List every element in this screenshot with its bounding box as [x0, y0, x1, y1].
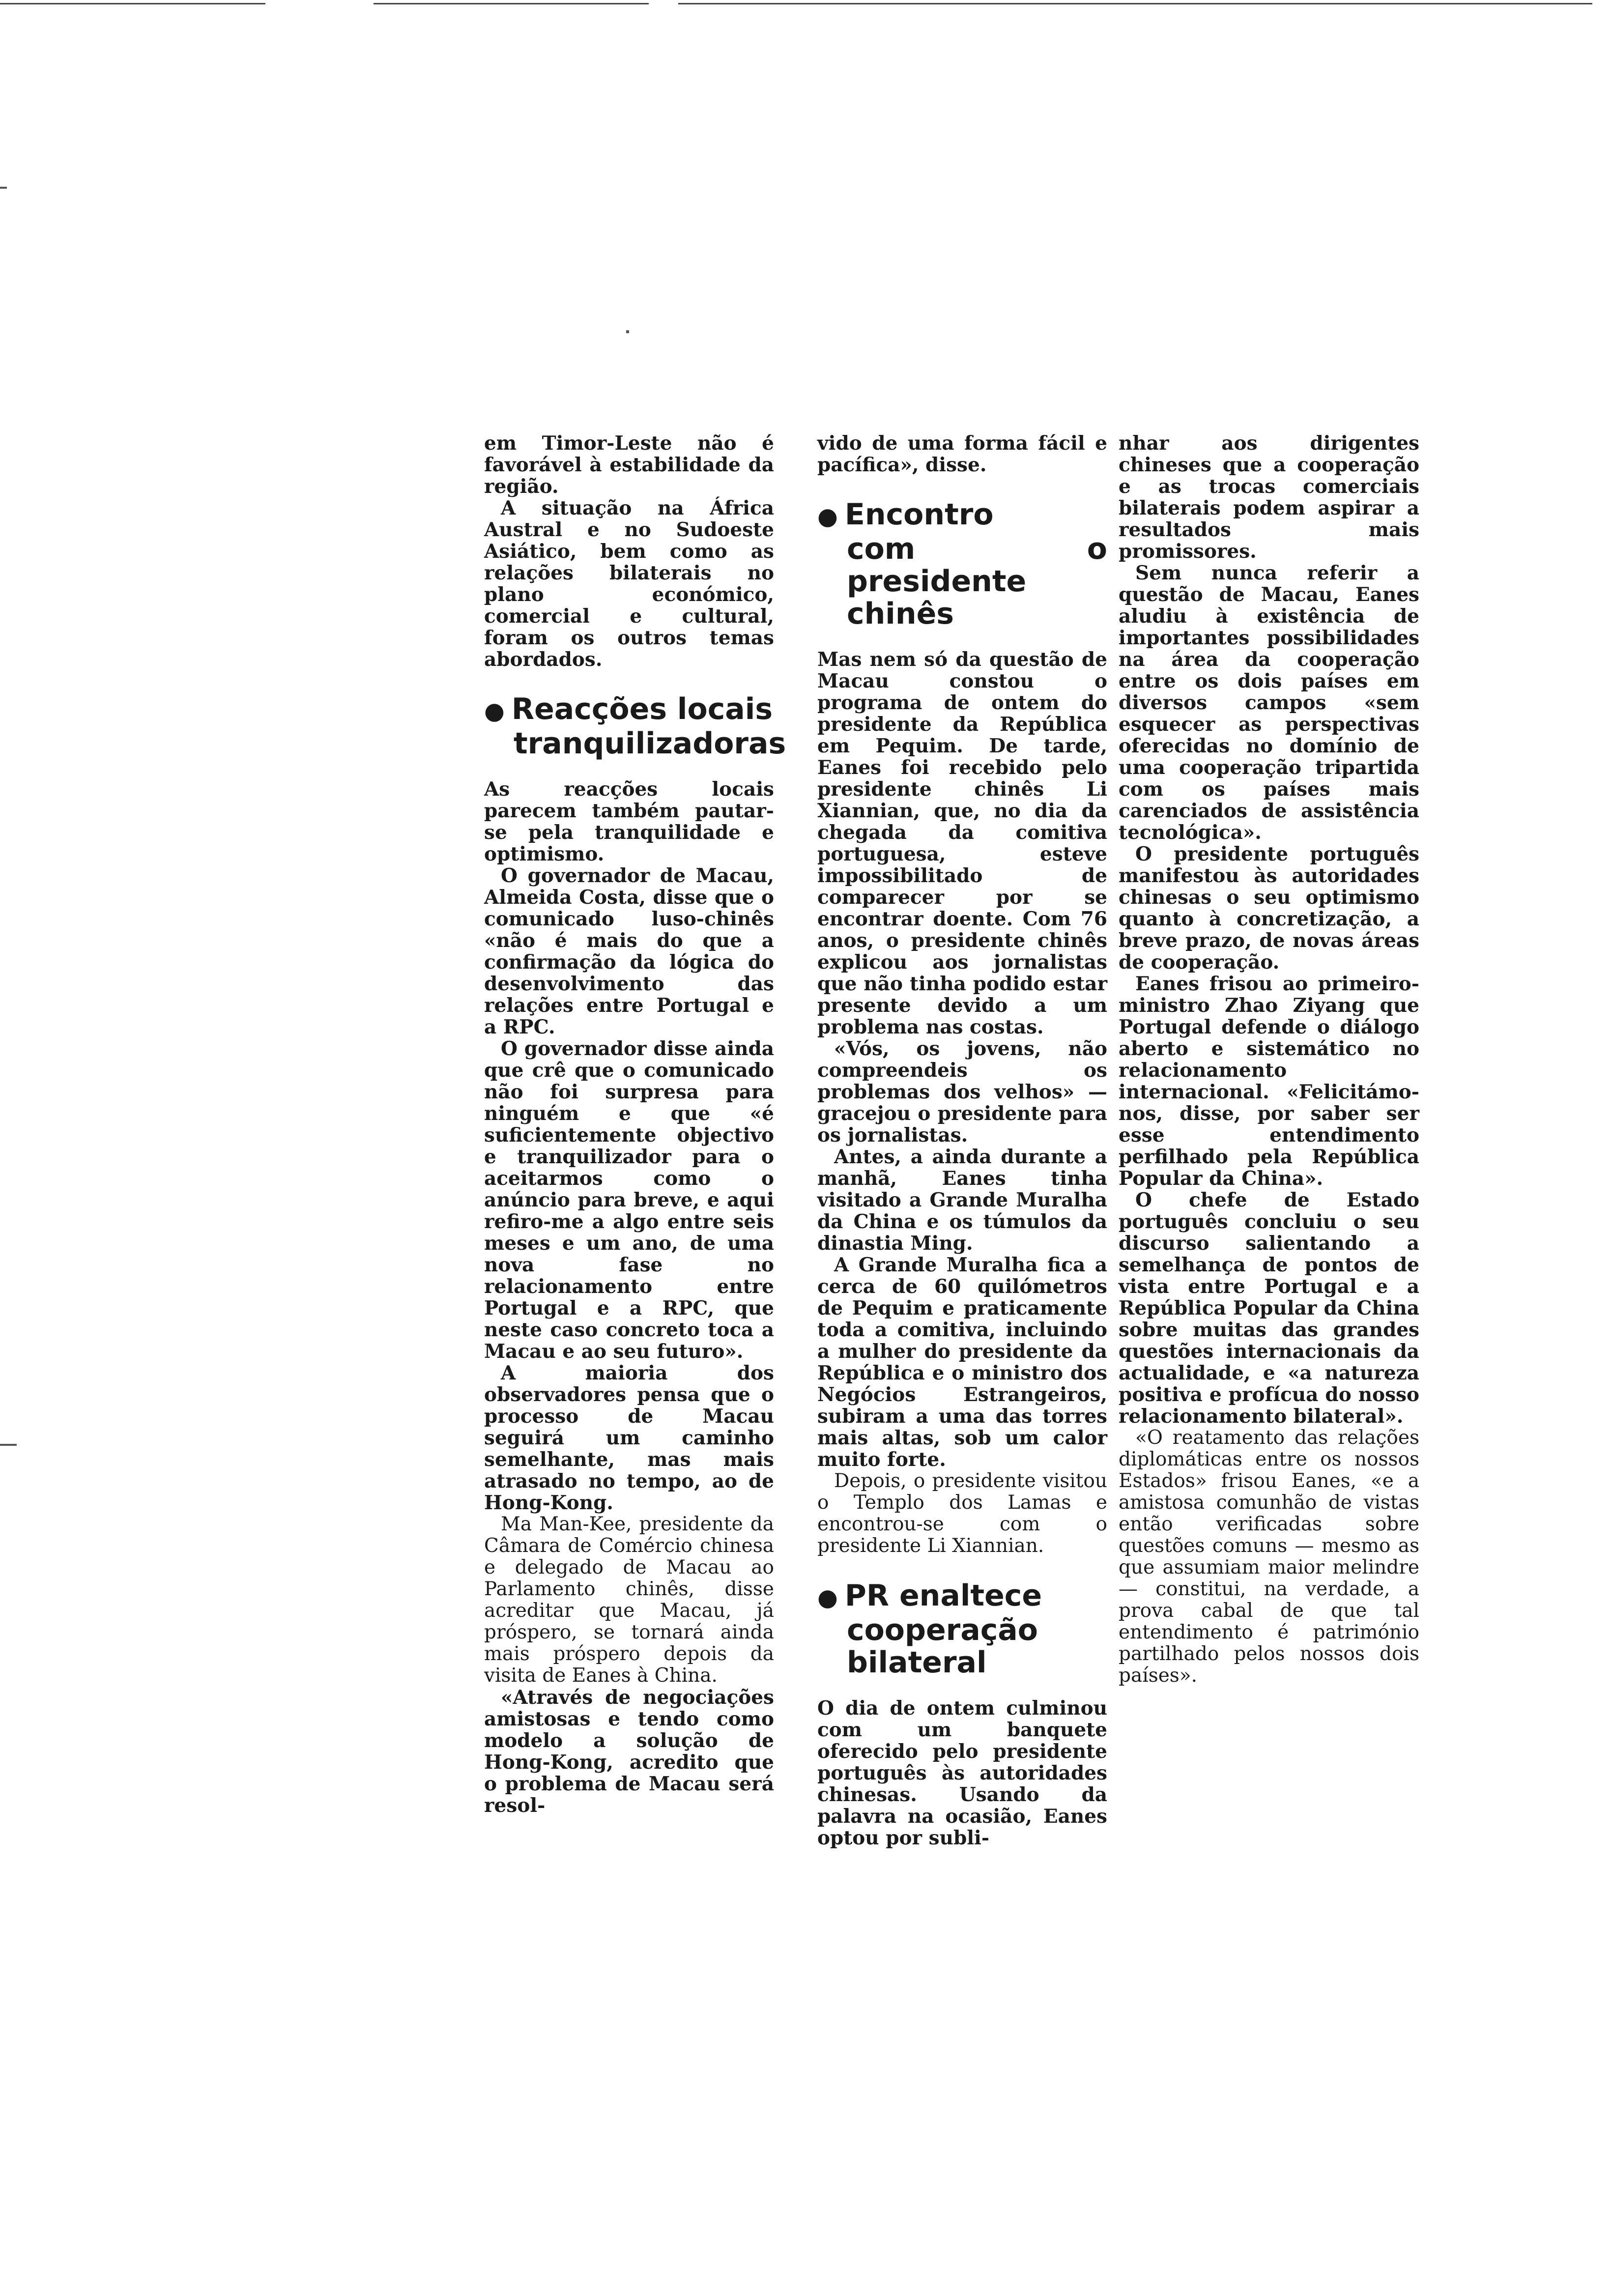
heading-line: PR enaltece: [844, 1578, 1042, 1613]
bullet-icon: ●: [817, 503, 838, 530]
paragraph: O governador de Macau, Almeida Costa, disse que o comunicado luso-chinês «não é mais do que a confirmação da lógica do desenvolvimento das relações entre Portugal e a RPC.: [484, 864, 774, 1038]
paragraph: «O reatamento das relações diplomáticas entre os nossos Estados» frisou Eanes, «e a amistosa comunhão de vistas então verificadas sobre questões comuns — mesmo as que assumiam maior melindre — constitui, na verdade, a prova cabal de que tal entendimento é património partilhado pelos nossos dois países».: [1119, 1427, 1419, 1687]
section-heading-encontro: [817, 498, 1107, 630]
paragraph: vido de uma forma fácil e pacífica», disse.: [817, 432, 1107, 476]
heading-line: Reacções locais: [511, 692, 773, 726]
heading-line: com o presidente: [847, 532, 1107, 599]
left-edge-mark-top: [0, 187, 7, 189]
paragraph: O governador disse ainda que crê que o comunicado não foi surpresa para ninguém e que «é suficientemente objectivo e tranquilizador para o aceitarmos como o anúncio para breve, e aqui refiro-me a algo entre seis meses e um ano, de uma nova fase no relacionamento entre Portugal e a RPC, que neste caso concreto toca a Macau e ao seu futuro».: [484, 1037, 774, 1363]
paragraph: Mas nem só da questão de Macau constou o programa de ontem do presidente da República em Pequim. De tarde, Eanes foi recebido pelo presidente chinês Li Xiannian, que, no dia da chegada da comitiva portuguesa, esteve impossibilitado de comparecer por se encontrar doente. Com 76 anos, o presidente chinês explicou aos jornalistas que não tinha podido estar presente devido a um problema nas costas.: [817, 648, 1107, 1038]
paragraph: A Grande Muralha fica a cerca de 60 quilómetros de Pequim e praticamente toda a comitiva, incluindo a mulher do presidente da República e o ministro dos Negócios Estrangeiros, subiram a uma das torres mais altas, sob um calor muito forte.: [817, 1254, 1107, 1471]
heading-line: Encontro: [844, 497, 994, 532]
top-scan-rule-middle: [374, 3, 649, 4]
stray-dot: [626, 330, 629, 333]
left-edge-mark-bottom: [0, 1444, 17, 1446]
heading-line: tranquilizadoras: [514, 726, 786, 761]
article-column-2: [817, 432, 1107, 1849]
paragraph: O chefe de Estado português concluiu o seu discurso salientando a semelhança de pontos de vista entre Portugal e a República Popular da China sobre muitas das grandes questões internacionais da actualidade, e «a natureza positiva e profícua do nosso relacionamento bilateral».: [1119, 1189, 1419, 1428]
paragraph: A maioria dos observadores pensa que o processo de Macau seguirá um caminho semelhante, mas mais atrasado no tempo, ao de Hong-Kong.: [484, 1362, 774, 1514]
paragraph: O presidente português manifestou às autoridades chinesas o seu optimismo quanto à concretização, a breve prazo, de novas áreas de cooperação.: [1119, 843, 1419, 974]
paragraph: em Timor-Leste não é favorável à estabilidade da região.: [484, 432, 774, 498]
paragraph: A situação na África Austral e no Sudoeste Asiático, bem como as relações bilaterais no plano económico, comercial e cultural, foram os outros temas abordados.: [484, 497, 774, 671]
paragraph: Depois, o presidente visitou o Templo dos Lamas e encontrou-se com o presidente Li Xiannian.: [817, 1470, 1107, 1557]
paragraph: Eanes frisou ao primeiro-ministro Zhao Ziyang que Portugal defende o diálogo aberto e sistemático no relacionamento internacional. «Felicitámo-nos, disse, por saber ser esse entendimento perfilhado pela República Popular da China».: [1119, 973, 1419, 1190]
paragraph: «Vós, os jovens, não compreendeis os problemas dos velhos» — gracejou o presidente para os jornalistas.: [817, 1037, 1107, 1147]
heading-line: chinês: [847, 597, 954, 631]
section-heading-pr-enaltece: [817, 1579, 1107, 1679]
paragraph: Ma Man-Kee, presidente da Câmara de Comércio chinesa e delegado de Macau ao Parlamento chinês, disse acreditar que Macau, já próspero, se tornará ainda mais próspero depois da visita de Eanes à China.: [484, 1513, 774, 1687]
paragraph: As reacções locais parecem também pautar-se pela tranquilidade e optimismo.: [484, 778, 774, 865]
heading-line: cooperação: [847, 1613, 1038, 1647]
bullet-icon: ●: [484, 697, 505, 725]
bullet-icon: ●: [817, 1584, 838, 1611]
paragraph: Antes, a ainda durante a manhã, Eanes tinha visitado a Grande Muralha da China e os túmulos da dinastia Ming.: [817, 1146, 1107, 1255]
paragraph: O dia de ontem culminou com um banquete oferecido pelo presidente português às autoridades chinesas. Usando da palavra na ocasião, Eanes optou por subli-: [817, 1697, 1107, 1849]
paragraph: «Através de negociações amistosas e tendo como modelo a solução de Hong-Kong, acredito que o problema de Macau será resol-: [484, 1686, 774, 1817]
article-column-1: [484, 432, 786, 1817]
paragraph: nhar aos dirigentes chineses que a cooperação e as trocas comerciais bilaterais podem aspirar a resultados mais promissores.: [1119, 432, 1419, 563]
article-column-3: [1119, 432, 1419, 1687]
section-heading-reaccoes: [484, 692, 786, 761]
paragraph: Sem nunca referir a questão de Macau, Eanes aludiu à existência de importantes possibilidades na área da cooperação entre os dois países em diversos campos «sem esquecer as perspectivas oferecidas no domínio de uma cooperação tripartida com os países mais carenciados de assistência tecnológica».: [1119, 562, 1419, 844]
heading-line: bilateral: [847, 1645, 987, 1680]
top-scan-rule-left: [0, 3, 265, 4]
top-scan-rule-right: [678, 3, 1592, 4]
